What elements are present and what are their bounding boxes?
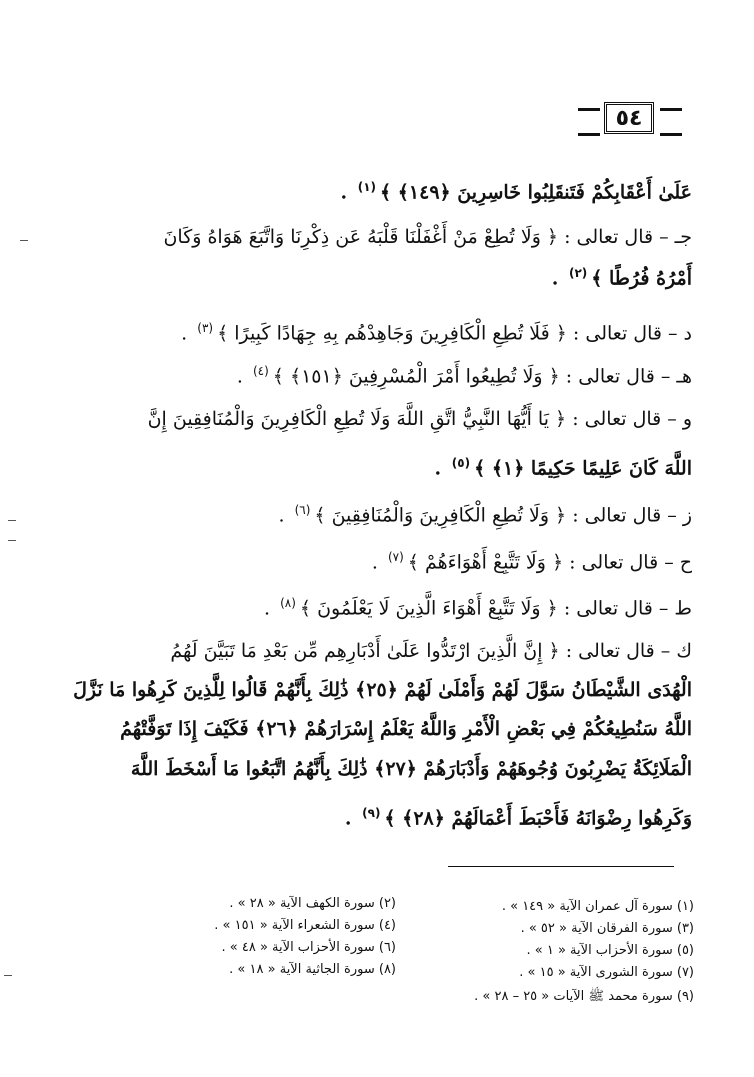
text-line-1: عَلَىٰ أَعْقَابِكُمْ فَتَنقَلِبُوا خَاسِرِينَ ﴿١٤٩﴾ ﴾$^{(١)}$ . — [340, 180, 692, 204]
scan-mark — [4, 975, 12, 976]
text-line-5: هـ – قال تعالى : ﴿ وَلَا تُطِيعُوا أَمْرَ الْمُسْرِفِينَ ﴿١٥١﴾ ﴾$^{(٤)}$ . — [236, 364, 692, 388]
text-line-11: ك – قال تعالى : ﴿ إِنَّ الَّذِينَ ارْتَدُّوا عَلَىٰ أَدْبَارِهِم مِّن بَعْدِ مَا تَبَيَّنَ لَهُمُ — [170, 640, 692, 662]
footnote-6: (٦) سورة الأحزاب الآية « ٤٨ » . — [221, 940, 396, 955]
footnote-separator — [448, 866, 674, 867]
footnote-5: (٥) سورة الأحزاب الآية « ١ » . — [526, 943, 694, 958]
text-line-4: د – قال تعالى : ﴿ فَلَا تُطِعِ الْكَافِرِينَ وَجَاهِدْهُم بِهِ جِهَادًا كَبِيرًا ﴾$^{(٣)}$ . — [181, 321, 692, 345]
scan-mark — [20, 240, 28, 241]
footnote-8: (٨) سورة الجاثية الآية « ١٨ » . — [229, 962, 396, 977]
footnote-1: (١) سورة آل عمران الآية « ١٤٩ » . — [501, 899, 694, 914]
text-line-10: ط – قال تعالى : ﴿ وَلَا تَتَّبِعْ أَهْوَاءَ الَّذِينَ لَا يَعْلَمُونَ ﴾$^{(٨)}$ . — [263, 596, 692, 620]
text-line-12: الْهُدَى الشَّيْطَانُ سَوَّلَ لَهُمْ وَأَمْلَىٰ لَهُمْ ﴿٢٥﴾ ذَٰلِكَ بِأَنَّهُمْ قَالُوا لِلَّذِينَ كَرِهُوا مَا نَزَّلَ — [73, 679, 692, 701]
frame-bar-left — [578, 108, 600, 136]
text-line-9: ح – قال تعالى : ﴿ وَلَا تَتَّبِعْ أَهْوَاءَهُمْ ﴾$^{(٧)}$ . — [371, 550, 692, 574]
text-line-2: جـ – قال تعالى : ﴿ وَلَا تُطِعْ مَنْ أَغْفَلْنَا قَلْبَهُ عَن ذِكْرِنَا وَاتَّبَعَ هَوَاهُ وَكَانَ — [163, 226, 692, 248]
text-line-8: ز – قال تعالى : ﴿ وَلَا تُطِعِ الْكَافِرِينَ وَالْمُنَافِقِينَ ﴾$^{(٦)}$ . — [278, 503, 692, 527]
text-line-7: اللَّهَ كَانَ عَلِيمًا حَكِيمًا ﴿١﴾ ﴾$^{(٥)}$ . — [434, 456, 692, 480]
footnote-2: (٢) سورة الكهف الآية « ٢٨ » . — [229, 896, 396, 911]
footnote-9: (٩) سورة محمد ﷺ الآيات « ٢٥ – ٢٨ » . — [474, 989, 694, 1004]
text-line-15: وَكَرِهُوا رِضْوَانَهُ فَأَحْبَطَ أَعْمَالَهُمْ ﴿٢٨﴾ ﴾$^{(٩)}$ . — [344, 806, 692, 830]
frame-bar-right — [660, 108, 682, 136]
footnote-3: (٣) سورة الفرقان الآية « ٥٢ » . — [520, 921, 694, 936]
page-number-frame — [578, 102, 682, 140]
scan-mark — [8, 540, 16, 541]
text-line-6: و – قال تعالى : ﴿ يَا أَيُّهَا النَّبِيُّ اتَّقِ اللَّهَ وَلَا تُطِعِ الْكَافِرِينَ وَالْمُنَافِقِينَ إِنَّ — [147, 408, 692, 430]
text-line-14: الْمَلَائِكَةُ يَضْرِبُونَ وُجُوهَهُمْ وَأَدْبَارَهُمْ ﴿٢٧﴾ ذَٰلِكَ بِأَنَّهُمُ اتَّبَعُوا مَا أَسْخَطَ اللَّهَ — [130, 758, 692, 780]
footnote-7: (٧) سورة الشورى الآية « ١٥ » . — [519, 965, 694, 980]
text-line-3: أَمْرُهُ فُرُطًا ﴾$^{(٢)}$ . — [551, 266, 692, 290]
text-line-13: اللَّهُ سَنُطِيعُكُمْ فِي بَعْضِ الْأَمْرِ وَاللَّهُ يَعْلَمُ إِسْرَارَهُمْ ﴿٢٦﴾ فَكَيْفَ إِذَا تَوَفَّتْهُمُ — [120, 718, 692, 740]
footnote-4: (٤) سورة الشعراء الآية « ١٥١ » . — [214, 918, 396, 933]
scan-mark — [8, 520, 16, 521]
page-number: ٥٤ — [604, 102, 654, 134]
